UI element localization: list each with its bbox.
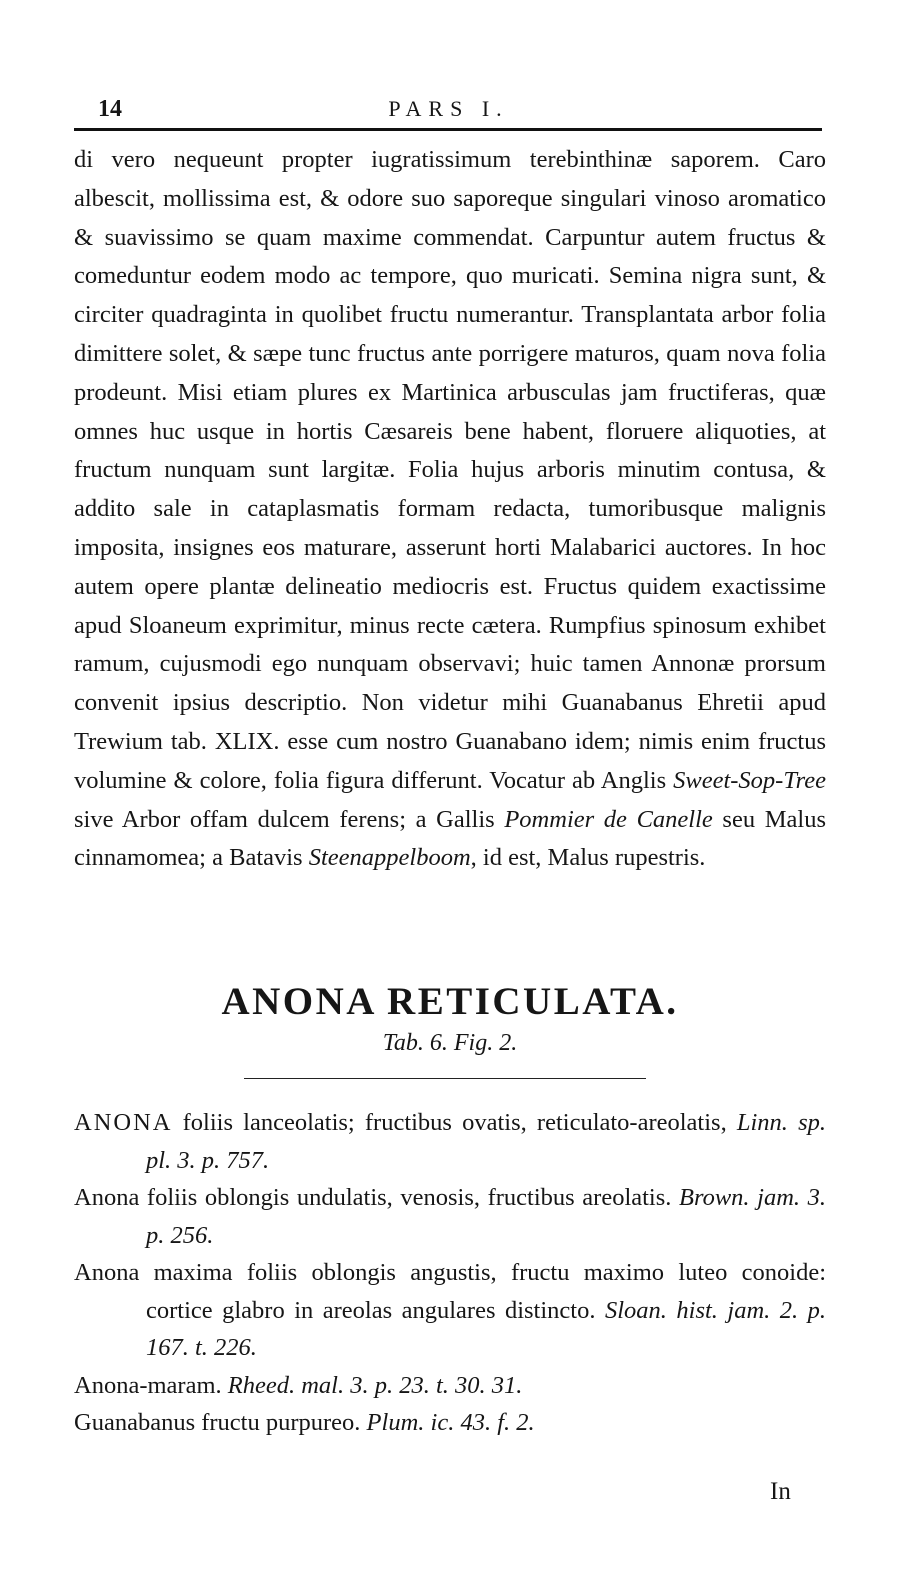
header-rule <box>74 128 822 131</box>
italic-text-run: Pommier de Canelle <box>504 805 713 833</box>
text-run: sive Arbor offam dulcem ferens; a Gallis <box>74 805 505 833</box>
synonym-text: Anona maxima foliis oblongis angustis, fructu maximo luteo conoide: cortice glabro in areolas angulares distincto. <box>74 1259 826 1324</box>
citation-reference: Plum. ic. 43. f. 2. <box>366 1409 535 1436</box>
synonym-entry <box>74 1367 826 1405</box>
synonym-list <box>74 1104 826 1442</box>
synonym-entry <box>74 1104 826 1179</box>
citation-reference: Brown. jam. 3. p. 256. <box>146 1184 826 1249</box>
page-number: 14 <box>98 96 122 122</box>
citation-reference: Rheed. mal. 3. p. 23. t. 30. 31. <box>227 1371 523 1399</box>
text-run: seu Malus cinnamomea; a Batavis <box>74 805 826 872</box>
text-run: , id est, Malus rupestris. <box>470 844 706 872</box>
citation-reference: Linn. sp. pl. 3. p. 757. <box>146 1109 827 1174</box>
synonym-entry <box>74 1404 826 1442</box>
genus-name: ANONA <box>74 1109 173 1136</box>
section-heading: ANONA RETICULATA. <box>221 980 679 1023</box>
synonym-text: Anona foliis oblongis undulatis, venosis, fructibus areolatis. <box>74 1184 679 1211</box>
synonym-entry <box>74 1254 826 1367</box>
citation-reference: Sloan. hist. jam. 2. p. 167. t. 226. <box>146 1296 826 1361</box>
synonym-text: foliis lanceolatis; fructibus ovatis, reticulato-areolatis, <box>172 1109 737 1136</box>
synonym-entry <box>74 1179 826 1254</box>
catchword: In <box>770 1478 791 1505</box>
body-paragraph <box>74 141 826 878</box>
running-head: PARS I. <box>388 96 509 121</box>
synonym-text: Guanabanus fructu purpureo. <box>74 1409 367 1436</box>
synonym-text: Anona-maram. <box>74 1371 228 1399</box>
text-run: di vero nequeunt propter iugratissimum terebinthinæ saporem. Caro albescit, mollissima est, & odore suo saporeque singulari vinoso aromatico & suavissimo se quam maxime commendat. Carpuntur autem fructus & comeduntur eodem modo ac tempore, quo muricati. Semina nigra sunt, & circiter quadraginta in quolibet fructu numerantur. Transplantata arbor folia dimittere solet, & sæpe tunc fructus ante porrigere maturos, quam nova folia prodeunt. Misi etiam plures ex Martinica arbusculas jam fructiferas, quæ omnes huc usque in hortis Cæsareis bene habent, floruere aliquoties, at fructum nunquam sunt largitæ. Folia hujus arboris minutim contusa, & addito sale in cataplasmatis formam redacta, tumoribusque malignis imposita, insignes eos maturare, asserunt horti Malabarici auctores. In hoc autem opere plantæ delineatio mediocris est. Fructus quidem exactissime apud Sloaneum exprimitur, minus recte cætera. Rumpfius spinosum exhibet ramum, cujusmodi ego nunquam observavi; huic tamen Annonæ prorsum convenit ipsius descriptio. Non videtur mihi Guanabanus Ehretii apud Trewium tab. XLIX. esse cum nostro Guanabano idem; nimis enim fructus volumine & colore, folia figura differunt. Vocatur ab Anglis <box>74 146 826 794</box>
italic-text-run: Steenappelboom <box>308 844 471 872</box>
italic-text-run: Sweet-Sop-Tree <box>673 766 826 794</box>
plate-reference: Tab. 6. Fig. 2. <box>382 1030 518 1056</box>
section-rule <box>244 1078 646 1079</box>
page-header <box>76 96 821 126</box>
